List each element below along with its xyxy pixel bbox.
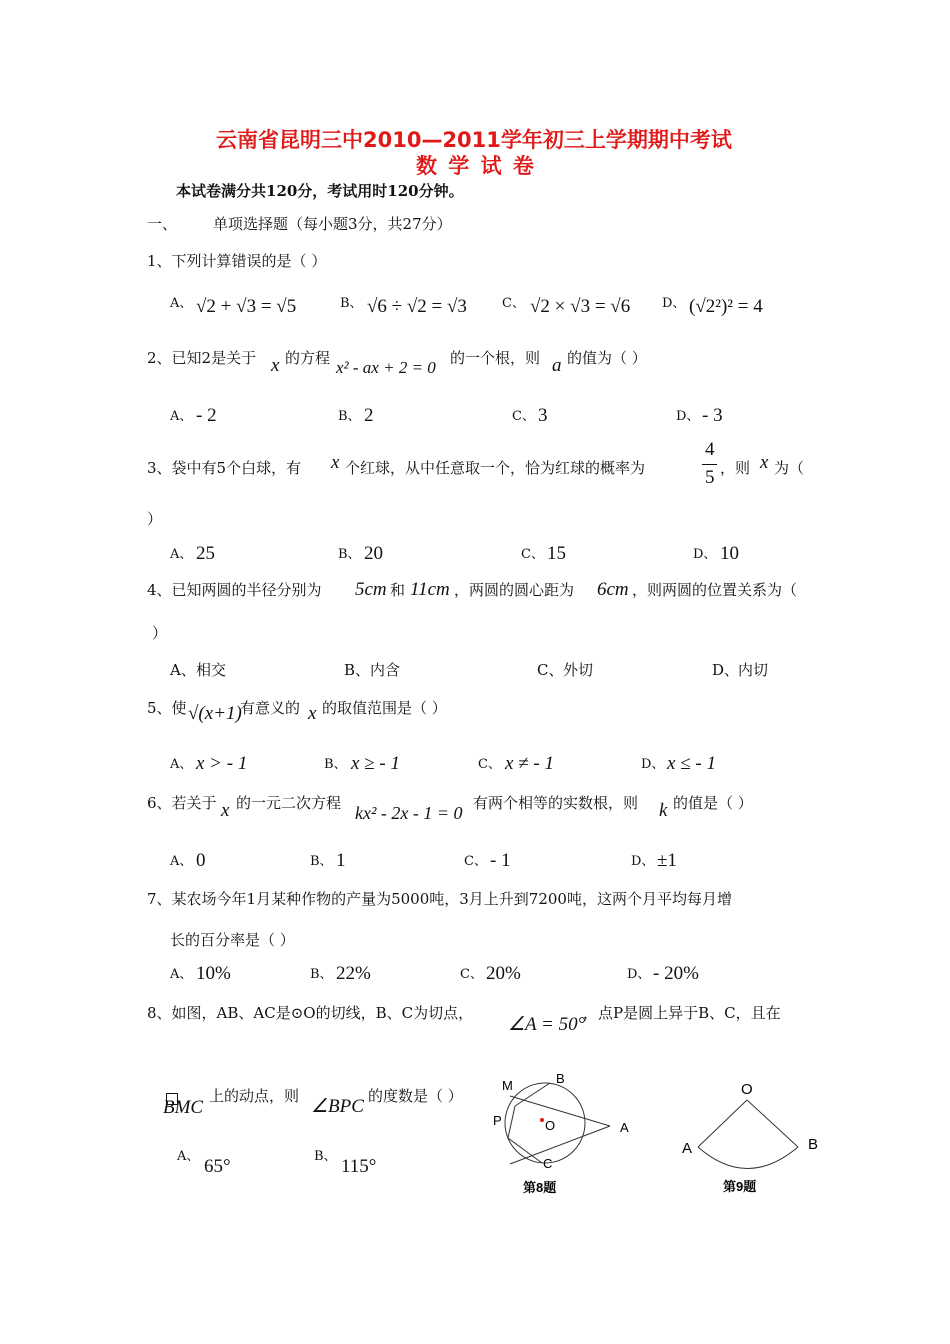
q5-option-a-expr: x > - 1 bbox=[196, 753, 248, 774]
fig9-caption: 第9题 bbox=[723, 1179, 757, 1194]
radius-ob bbox=[747, 1100, 798, 1147]
q1-option-b-label: B、 bbox=[340, 296, 363, 311]
q5-stem-part3: 的取值范围是（ ） bbox=[322, 699, 447, 717]
q6-var-k: k bbox=[659, 800, 668, 821]
q2-option-a-label: A、 bbox=[170, 409, 193, 424]
q4-option-b-label: B、 bbox=[344, 661, 371, 679]
q3-option-c-label: C、 bbox=[521, 547, 544, 562]
q6-stem-part4: 的值是（ ） bbox=[673, 794, 753, 812]
fig8-label-c: C bbox=[543, 1156, 553, 1171]
q4-option-d-label: D、 bbox=[712, 661, 740, 679]
fig8-label-o: O bbox=[545, 1118, 556, 1133]
q5-stem-part1: 5、使 bbox=[147, 699, 187, 717]
q1-option-b-expr: √6 ÷ √2 = √3 bbox=[367, 296, 467, 317]
q4-option-c-label: C、 bbox=[537, 661, 564, 679]
q3-option-d-expr: 10 bbox=[720, 543, 739, 564]
q5-option-d-expr: x ≤ - 1 bbox=[667, 753, 716, 774]
q8-stem-cont1: 上的动点，则 bbox=[209, 1087, 300, 1105]
q4-stem-cont: ） bbox=[152, 624, 168, 642]
q3-frac-numerator: 4 bbox=[705, 439, 715, 460]
q8-option-b-expr: 115° bbox=[341, 1156, 377, 1177]
arc-ab bbox=[698, 1147, 798, 1169]
q8-angle-bpc: ∠BPC bbox=[311, 1096, 364, 1117]
q7-option-b-label: B、 bbox=[310, 967, 333, 982]
q5-option-d-label: D、 bbox=[641, 757, 665, 772]
q6-option-c-label: C、 bbox=[464, 854, 487, 869]
q4-stem-part2: 和 bbox=[390, 581, 406, 599]
radius-oa bbox=[698, 1100, 747, 1147]
q3-option-b-label: B、 bbox=[338, 547, 361, 562]
q4-option-d-text: 内切 bbox=[738, 661, 769, 679]
q4-r1: 5cm bbox=[355, 579, 387, 600]
q6-var-x: x bbox=[221, 800, 230, 821]
chord-pc bbox=[508, 1138, 542, 1163]
figure-8-diagram bbox=[490, 1068, 640, 1198]
section-title: 单项选择题（每小题3分，共27分） bbox=[213, 215, 452, 233]
q6-stem-part2: 的一元二次方程 bbox=[236, 794, 342, 812]
q2-option-c-expr: 3 bbox=[538, 405, 548, 426]
q6-option-d-label: D、 bbox=[631, 854, 655, 869]
q2-option-c-label: C、 bbox=[512, 409, 535, 424]
fig8-caption: 第8题 bbox=[523, 1180, 557, 1195]
q8-arc-bmc: BMC bbox=[163, 1097, 204, 1118]
fig9-label-b: B bbox=[808, 1136, 819, 1153]
chord-p bbox=[508, 1106, 515, 1138]
q2-stem-part3: 的一个根，则 bbox=[450, 349, 541, 367]
q2-option-b-label: B、 bbox=[338, 409, 361, 424]
q1-option-c-label: C、 bbox=[502, 296, 525, 311]
q4-option-b-text: 内含 bbox=[370, 661, 401, 679]
q2-option-b-expr: 2 bbox=[364, 405, 374, 426]
q6-equation: kx² - 2x - 1 = 0 bbox=[355, 803, 463, 823]
q8-stem-cont2: 的度数是（ ） bbox=[368, 1087, 463, 1105]
q1-option-d-expr: (√2²)² = 4 bbox=[689, 296, 763, 317]
q4-option-a-text: 相交 bbox=[196, 661, 227, 679]
q1-stem: 1、下列计算错误的是（ ） bbox=[147, 252, 327, 270]
q4-r2: 11cm bbox=[410, 579, 450, 600]
q6-option-c-expr: - 1 bbox=[490, 850, 511, 871]
q3-var-x: x bbox=[331, 452, 340, 473]
q1-option-a-label: A、 bbox=[170, 296, 193, 311]
q5-option-c-expr: x ≠ - 1 bbox=[505, 753, 554, 774]
q8-stem-part2: ，点P是圆上异于B、C，且在 bbox=[583, 1004, 781, 1022]
exam-title-line2: 数 学 试 卷 bbox=[416, 154, 536, 178]
q7-option-c-expr: 20% bbox=[486, 963, 521, 984]
q5-option-a-label: A、 bbox=[170, 757, 193, 772]
q5-var-x: x bbox=[308, 703, 317, 724]
fig8-label-b: B bbox=[556, 1071, 565, 1086]
q5-option-b-label: B、 bbox=[324, 757, 347, 772]
q3-option-c-expr: 15 bbox=[547, 543, 566, 564]
q3-option-d-label: D、 bbox=[693, 547, 717, 562]
q2-stem-part4: 的值为（ ） bbox=[567, 349, 647, 367]
q7-stem-cont: 长的百分率是（ ） bbox=[170, 931, 295, 949]
q1-option-d-label: D、 bbox=[662, 296, 686, 311]
q5-option-c-label: C、 bbox=[478, 757, 501, 772]
q3-frac-bar bbox=[702, 464, 717, 465]
q7-option-a-label: A、 bbox=[170, 967, 193, 982]
q6-option-a-label: A、 bbox=[170, 854, 193, 869]
q3-stem-part1: 3、袋中有5个白球，有 bbox=[147, 459, 302, 477]
q5-stem-part2: 有意义的 bbox=[240, 699, 301, 717]
q4-option-a-label: A、 bbox=[170, 661, 196, 679]
q5-option-b-expr: x ≥ - 1 bbox=[351, 753, 400, 774]
q2-option-d-label: D、 bbox=[676, 409, 700, 424]
q4-d: 6cm bbox=[597, 579, 629, 600]
q6-option-b-label: B、 bbox=[310, 854, 333, 869]
q7-option-d-expr: - 20% bbox=[653, 963, 699, 984]
q3-option-a-expr: 25 bbox=[196, 543, 215, 564]
q2-equation: x² - ax + 2 = 0 bbox=[336, 358, 436, 377]
q3-var-x2: x bbox=[760, 452, 769, 473]
q3-stem-part2: 个红球，从中任意取一个，恰为红球的概率为 bbox=[345, 459, 646, 477]
q2-var-a: a bbox=[552, 355, 562, 376]
q8-option-a-expr: 65° bbox=[204, 1156, 231, 1177]
q5-sqrt-expr: √(x+1) bbox=[188, 703, 242, 724]
q3-stem-cont: ） bbox=[147, 510, 163, 528]
q4-stem-part4: ，则两圆的位置关系为（ bbox=[632, 581, 798, 599]
q2-var-x: x bbox=[271, 355, 280, 376]
q4-stem-part1: 4、已知两圆的半径分别为 bbox=[147, 581, 322, 599]
q6-option-a-expr: 0 bbox=[196, 850, 206, 871]
q1-option-a-expr: √2 + √3 = √5 bbox=[196, 296, 297, 317]
figure-9-diagram bbox=[675, 1075, 825, 1200]
q7-option-a-expr: 10% bbox=[196, 963, 231, 984]
fig9-label-o: O bbox=[741, 1081, 753, 1098]
q1-option-c-expr: √2 × √3 = √6 bbox=[530, 296, 631, 317]
q6-option-d-expr: ±1 bbox=[657, 850, 677, 871]
exam-title-line1: 云南省昆明三中2010—2011学年初三上学期期中考试 bbox=[216, 128, 732, 152]
q8-option-a-label: A、 bbox=[177, 1149, 200, 1164]
q7-option-b-expr: 22% bbox=[336, 963, 371, 984]
q8-stem-part1: 8、如图，AB、AC是⊙O的切线，B、C为切点， bbox=[147, 1004, 474, 1022]
exam-note: 本试卷满分共120分，考试用时120分钟。 bbox=[176, 182, 464, 200]
tangent-ac bbox=[510, 1126, 610, 1164]
tangent-ab bbox=[510, 1096, 610, 1126]
q2-stem-part1: 2、已知2是关于 bbox=[147, 349, 257, 367]
section-number: 一、 bbox=[147, 215, 178, 233]
q6-stem-part3: 有两个相等的实数根，则 bbox=[473, 794, 639, 812]
q3-option-b-expr: 20 bbox=[364, 543, 383, 564]
fig9-label-a: A bbox=[682, 1140, 693, 1157]
q2-stem-part2: 的方程 bbox=[285, 349, 331, 367]
q2-option-d-expr: - 3 bbox=[702, 405, 723, 426]
q3-option-a-label: A、 bbox=[170, 547, 193, 562]
q2-option-a-expr: - 2 bbox=[196, 405, 217, 426]
fig8-label-m: M bbox=[502, 1078, 513, 1093]
q7-stem: 7、某农场今年1月某种作物的产量为5000吨，3月上升到7200吨，这两个月平均每月增 bbox=[147, 890, 732, 908]
q7-option-d-label: D、 bbox=[627, 967, 651, 982]
fig8-label-a: A bbox=[620, 1120, 629, 1135]
center-dot bbox=[540, 1118, 544, 1122]
q8-option-b-label: B、 bbox=[314, 1149, 337, 1164]
q4-option-c-text: 外切 bbox=[563, 661, 594, 679]
q7-option-c-label: C、 bbox=[460, 967, 483, 982]
q3-stem-part3: ，则 bbox=[720, 459, 751, 477]
fig8-label-p: P bbox=[493, 1113, 502, 1128]
q3-frac-denominator: 5 bbox=[705, 467, 715, 488]
q6-option-b-expr: 1 bbox=[336, 850, 346, 871]
q4-stem-part3: ，两圆的圆心距为 bbox=[454, 581, 575, 599]
q3-stem-part4: 为（ bbox=[774, 459, 805, 477]
q8-angle-a: ∠A = 50° bbox=[508, 1014, 586, 1035]
q6-stem-part1: 6、若关于 bbox=[147, 794, 217, 812]
